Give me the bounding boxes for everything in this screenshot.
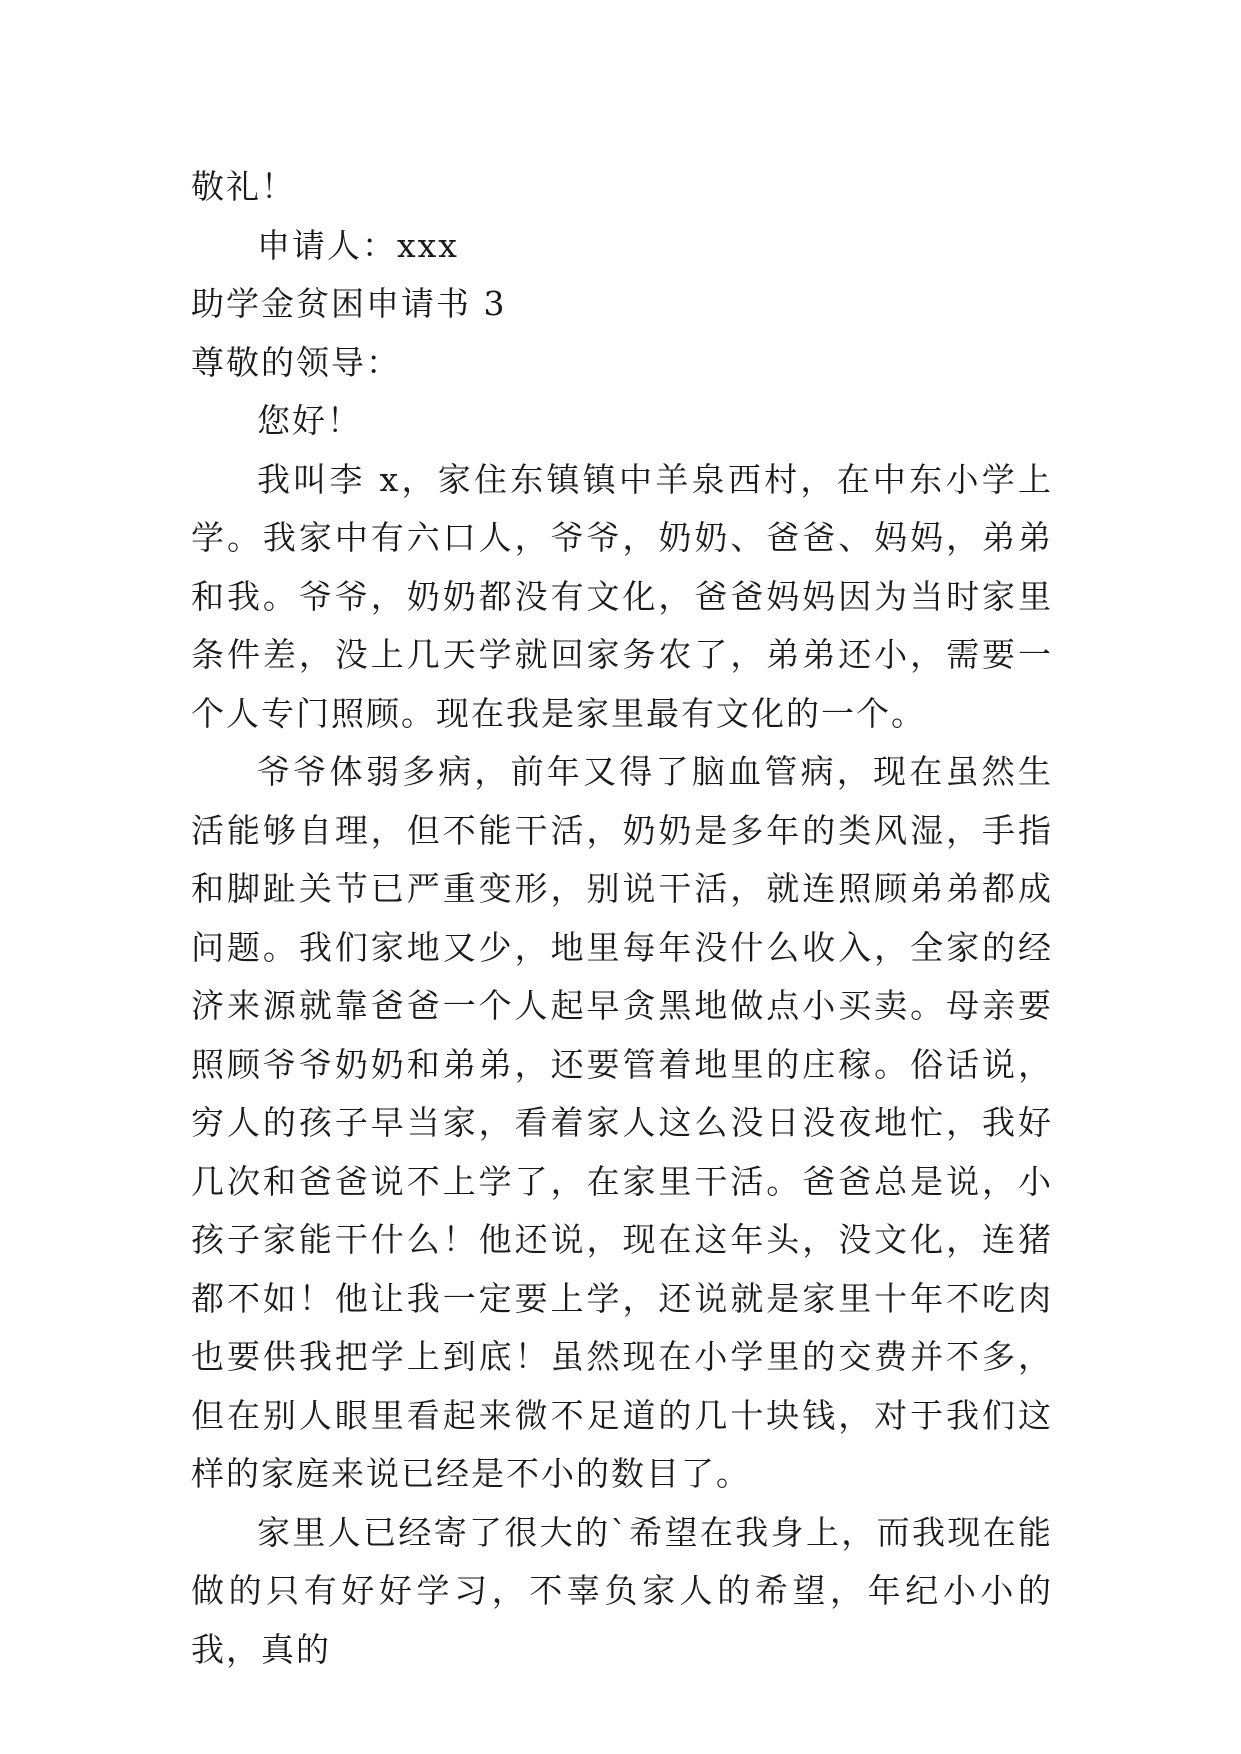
applicant-line: 申请人：xxx [257,225,459,265]
salutation: 尊敬的领导： [191,342,401,382]
body-paragraph-3: 家里人已经寄了很大的`希望在我身上，而我现在能做的只有好好学习，不辜负家人的希望，年纪小小的我，真的 [191,1512,1053,1669]
closing-line: 敬礼！ [191,167,296,206]
body-paragraph-2: 爷爷体弱多病，前年又得了脑血管病，现在虽然生活能够自理，但不能干活，奶奶是多年的类风湿，手指和脚趾关节已严重变形，别说干活，就连照顾弟弟都成问题。我们家地又少，地里每年没什么收入，全家的经济来源就靠爸爸一个人起早贪黑地做点小买卖。母亲要照顾爷爷奶奶和弟弟，还要管着地里的庄稼。俗话说，穷人的孩子早当家，看着家人这么没日没夜地忙，我好几次和爸爸说不上学了，在家里干活。爸爸总是说，小孩子家能干什么！他还说，现在这年头，没文化，连猪都不如！他让我一定要上学，还说就是家里十年不吃肉也要供我把学上到底！虽然现在小学里的交费并不多，但在别人眼里看起来微不足道的几十块钱，对于我们这样的家庭来说已经是不小的数目了。 [191,752,1053,1493]
greeting: 您好！ [257,401,362,440]
document-page [191,158,1053,1679]
document-title: 助学金贫困申请书 3 [191,284,507,323]
body-paragraph-1: 我叫李 x，家住东镇镇中羊泉西村，在中东小学上学。我家中有六口人，爷爷，奶奶、爸爸、妈妈，弟弟和我。爷爷，奶奶都没有文化，爸爸妈妈因为当时家里条件差，没上几天学就回家务农了，弟弟还小，需要一个人专门照顾。现在我是家里最有文化的一个。 [191,459,1053,733]
